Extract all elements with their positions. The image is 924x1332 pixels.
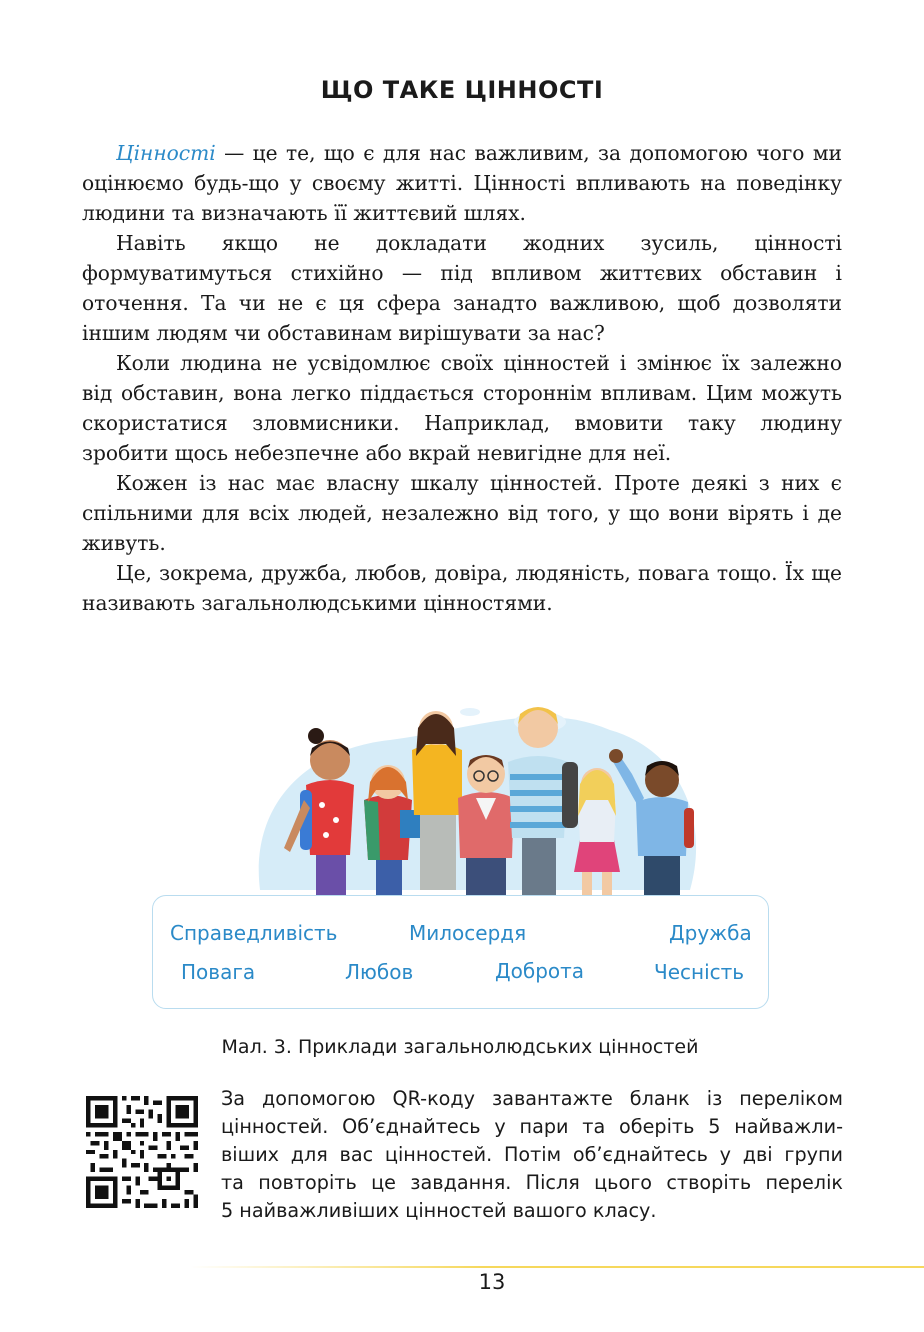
value-justice: Справедливість <box>170 921 338 945</box>
footer-divider <box>190 1266 924 1268</box>
qr-code-icon[interactable] <box>86 1096 198 1208</box>
task-text <box>221 1085 843 1225</box>
value-mercy: Милосердя <box>409 921 527 945</box>
value-honesty: Чесність <box>654 960 745 984</box>
task-line-4: та повторіть це завдання. Після цього створіть перелік <box>221 1171 843 1194</box>
figure-caption: Мал. 3. Приклади загальнолюдських цінностей <box>221 1036 699 1058</box>
task-line-2: цінностей. Об’єднайтесь у пари та оберіть 5 найважли- <box>221 1115 843 1138</box>
value-love: Любов <box>345 960 414 984</box>
value-respect: Повага <box>181 960 256 984</box>
task-line-5: 5 найважливіших цінностей вашого класу. <box>221 1199 657 1222</box>
paragraph-3: Коли людина не усвідомлює своїх цінностей і змінює їх залежно від обставин, вона легко піддається стороннім впливам. Цим можуть скористатися зловмисники. Наприклад, вмовити таку людину зробити щось небезпечне або вкрай невигідне для неї. <box>82 351 842 465</box>
paragraph-5: Це, зокрема, дружба, любов, довіра, людяність, повага тощо. Їх ще називають загальнолюдськими цінностями. <box>82 561 842 615</box>
task-line-1: За допомогою QR-коду завантажте бланк із переліком <box>221 1087 843 1110</box>
task-line-3: віших для вас цінностей. Потім об’єднайтесь у дві групи <box>221 1143 843 1166</box>
people-illustration <box>240 690 710 900</box>
section-heading: ЩО ТАКЕ ЦІННОСТІ <box>320 76 604 104</box>
value-kindness: Доброта <box>495 959 585 983</box>
paragraph-definition <box>82 138 842 228</box>
body-text <box>82 138 842 618</box>
paragraph-4: Кожен із нас має власну шкалу цінностей. Проте деякі з них є спільними для всіх людей, незалежно від того, у що вони вірять і де живуть. <box>82 471 842 555</box>
values-box <box>152 895 769 1009</box>
value-friendship: Дружба <box>669 921 752 945</box>
term-values: Цінності <box>116 141 216 165</box>
page-number: 13 <box>478 1270 506 1294</box>
paragraph-2: Навіть якщо не докладати жодних зусиль, цінності формуватимуться стихійно — під впливом життєвих обставин і оточення. Та чи не є ця сфера занадто важливою, щоб дозволяти іншим людям чи обставинам вирішувати за нас? <box>82 231 842 345</box>
definition-text: — це те, що є для нас важливим, за допомогою чого ми оцінюємо будь-що у своєму житті. Цінності впливають на поведінку людини та визначають її життєвий шлях. <box>82 141 842 225</box>
